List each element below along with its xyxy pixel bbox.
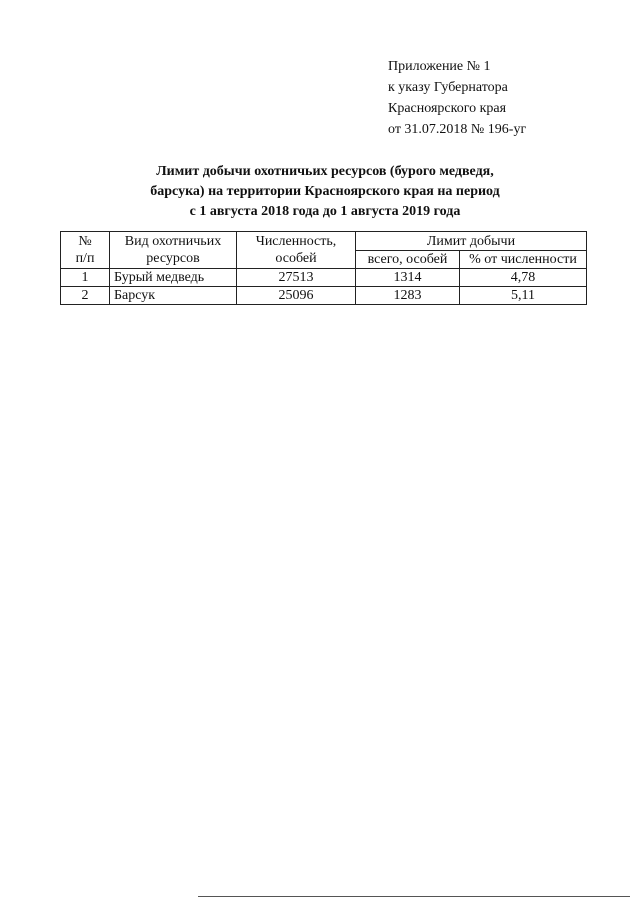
header-limit-total: всего, особей xyxy=(356,251,460,269)
table-header-row xyxy=(61,232,587,251)
appendix-line-1: Приложение № 1 xyxy=(388,59,491,74)
cell-limit-percent: 4,78 xyxy=(460,269,587,287)
header-population xyxy=(237,232,356,269)
header-limit-percent: % от численности xyxy=(460,251,587,269)
table-row xyxy=(61,287,587,305)
header-species xyxy=(110,232,237,269)
page-bottom-rule xyxy=(198,896,630,897)
limits-table xyxy=(60,231,587,305)
title-line-1: Лимит добычи охотничьих ресурсов (бурого медведя, xyxy=(156,164,494,179)
header-number-line-2: п/п xyxy=(75,251,95,266)
header-species-line-2: ресурсов xyxy=(146,251,200,266)
cell-species: Барсук xyxy=(110,287,237,305)
cell-number: 2 xyxy=(61,287,110,305)
cell-species: Бурый медведь xyxy=(110,269,237,287)
cell-number: 1 xyxy=(61,269,110,287)
appendix-line-4: от 31.07.2018 № 196-уг xyxy=(388,122,527,137)
document-title xyxy=(60,162,590,222)
header-population-line-1: Численность, xyxy=(255,234,337,249)
header-number xyxy=(61,232,110,269)
appendix-line-3: Красноярского края xyxy=(388,101,507,116)
cell-population: 27513 xyxy=(237,269,356,287)
header-population-line-2: особей xyxy=(275,251,317,266)
appendix-line-2: к указу Губернатора xyxy=(388,80,508,95)
cell-limit-total: 1283 xyxy=(356,287,460,305)
cell-limit-percent: 5,11 xyxy=(460,287,587,305)
cell-limit-total: 1314 xyxy=(356,269,460,287)
header-species-line-1: Вид охотничьих xyxy=(124,234,222,249)
title-line-3: с 1 августа 2018 года до 1 августа 2019 года xyxy=(189,204,461,219)
cell-population: 25096 xyxy=(237,287,356,305)
header-limit: Лимит добычи xyxy=(356,232,587,251)
title-line-2: барсука) на территории Красноярского края на период xyxy=(150,184,500,199)
table-row xyxy=(61,269,587,287)
header-number-line-1: № xyxy=(78,234,92,249)
appendix-block xyxy=(388,56,526,140)
